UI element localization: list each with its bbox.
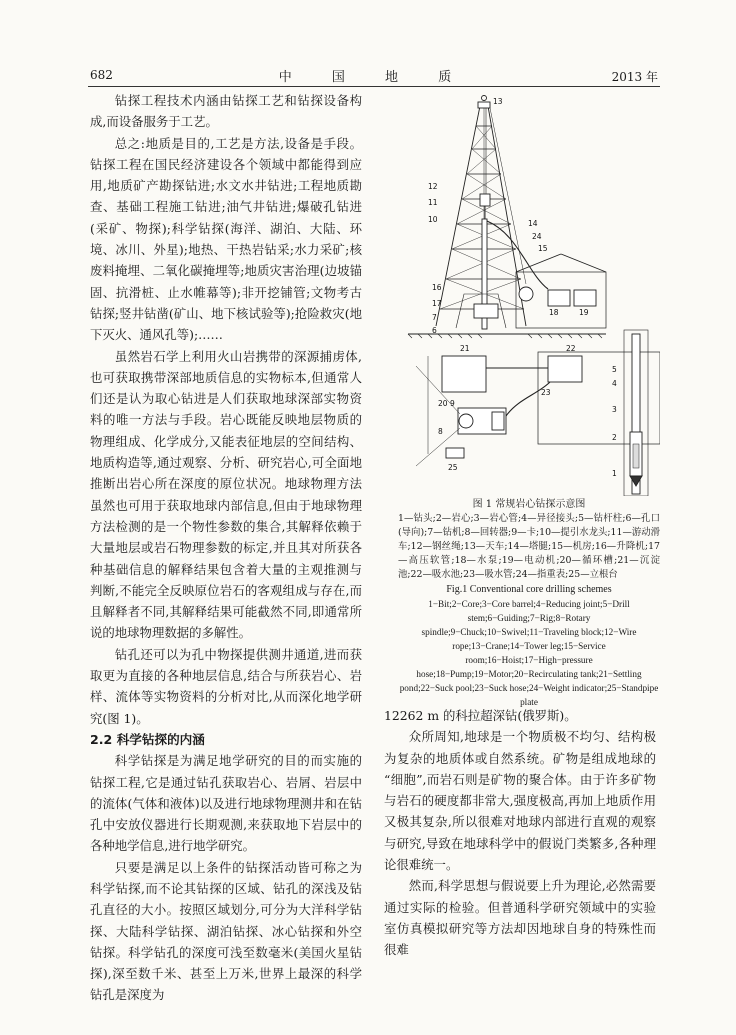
label-20: 20	[438, 399, 448, 408]
body-paragraph: 科学钻探是为满足地学研究的目的而实施的钻探工程,它是通过钻孔获取岩心、岩屑、岩层中的流体(气体和液体)以及进行地球物理测井和在钻孔中安放仪器进行长期观测,来获取地下岩层中的各种地学信息,进行地学研究。	[90, 753, 362, 854]
label-22: 22	[566, 344, 576, 353]
standpipe-plate	[446, 448, 464, 458]
body-paragraph: 12262 m 的科拉超深钻(俄罗斯)。	[384, 708, 577, 723]
traveling-block	[480, 194, 490, 206]
right-column	[384, 705, 656, 961]
label-5: 5	[612, 365, 617, 374]
caption-legend: 1—钻头;2—岩心;3—岩心管;4—异径接头;5—钻杆柱;6—孔口(导向);7—钻机;8—回转器;9—卡;10—提引水龙头;11—游动滑车;12—钢丝绳;13—天车;14—塔腿;15—机房;16—升降机;17—高压软管;18—水泵;19—电动机;20—循环槽;21—沉淀池;22—吸水池;23—吸水管;24—指重表;25—立根台	[398, 513, 660, 580]
label-9: 9	[450, 399, 455, 408]
drilling-rig-figure	[398, 94, 660, 496]
motor	[574, 290, 596, 306]
label-10: 10	[428, 215, 438, 224]
body-paragraph: 总之:地质是目的,工艺是方法,设备是手段。钻探工程在国民经济建设各个领域中都能得到应用,地质矿产勘探钻进;水文水井钻进;工程地质勘查、基础工程施工钻进;油气井钻进;爆破孔钻进(采矿、物探);科学钻探(海洋、湖泊、大陆、环境、冰川、外星);地热、干热岩钻采;水力采矿;核废料掩埋、二氧化碳掩埋等;地质灾害治理(边坡锚固、抗滑桩、止水帷幕等);非开挖铺管;文物考古钻探;竖井钻凿(矿山、地下核试验等);抢险救灾(地下灭火、通风孔等);……	[90, 135, 362, 343]
header-rule	[88, 86, 660, 87]
label-16: 16	[432, 283, 442, 292]
caption-title-english: Fig.1 Conventional core drilling schemes	[446, 584, 612, 595]
label-18: 18	[549, 308, 559, 317]
label-23: 23	[541, 388, 551, 397]
label-3: 3	[612, 405, 617, 414]
motor-plan	[492, 412, 504, 430]
body-paragraph: 然而,科学思想与假说要上升为理论,必然需要通过实际的检验。但普通科学研究领域中的实验室仿真模拟研究等方法却因地球自身的特殊性而很难	[384, 878, 656, 958]
body-paragraph: 钻探工程技术内涵由钻探工艺和钻探设备构成,而设备服务于工艺。	[90, 93, 362, 130]
label-13: 13	[493, 97, 503, 106]
label-15: 15	[538, 244, 548, 253]
running-header	[90, 66, 658, 86]
page-number: 682	[90, 68, 113, 82]
body-paragraph: 只要是满足以上条件的钻探活动皆可称之为科学钻探,而不论其钻探的区域、钻孔的深浅及钻孔直径的大小。按照区域划分,可分为大洋科学钻探、大陆科学钻探、湖泊钻探、冰心钻探和外空钻探。科学钻孔的深度可浅至数毫米(美国火星钻探),深至数千米、甚至上万米,世界上最深的科学钻孔是深度为	[90, 859, 362, 1003]
label-19: 19	[579, 308, 589, 317]
label-11: 11	[428, 198, 438, 207]
left-column	[90, 90, 362, 1006]
caption-legend-english: 1−Bit;2−Core;3−Core barrel;4−Reducing joint;5−Drill stem;6−Guiding;7−Rig;8−Rotary spindle;9−Chuck;10−Swivel;11−Traveling block;12−Wire rope;13−Crane;14−Tower leg;15−Service room;16−Hoist;17−High−pressure hose;18−Pump;19−Motor;20−Recirculating tank;21−Settling pond;22−Suck pool;23−Suck hose;24−Weight indicator;25−Standpipe plate	[399, 599, 659, 707]
section-heading: 2.2 科学钻探的内涵	[90, 731, 205, 747]
drilling-rig-diagram	[398, 94, 660, 496]
drill-rig	[474, 304, 498, 318]
label-4: 4	[612, 379, 617, 388]
body-paragraph: 钻孔还可以为孔中物探提供测井通道,进而获取更为直接的各种地层信息,结合与所获岩心、岩样、流体等实物资料的分析对比,从而深化地学研究(图 1)。	[90, 646, 362, 726]
label-17: 17	[432, 299, 442, 308]
body-paragraph: 众所周知,地球是一个物质极不均匀、结构极为复杂的地质体或自然系统。矿物是组成地球的 “细胞”,而岩石则是矿物的聚合体。由于许多矿物与岩石的硬度都非常大,强度极高,再加上地质作用又极其复杂,所以很难对地球内部进行直观的观察与研究,导致在地球科学中的假说门类繁多,各种理论很难统一。	[384, 729, 656, 873]
label-14: 14	[528, 219, 538, 228]
settling-pond	[442, 356, 486, 392]
label-12: 12	[428, 182, 438, 191]
ground-hatching	[408, 334, 602, 338]
core-sample	[633, 444, 639, 468]
label-2: 2	[612, 433, 617, 442]
crane-pulley	[482, 96, 487, 101]
label-24: 24	[532, 232, 542, 241]
tower-leg-left	[436, 106, 480, 326]
rotary-spindle-plan	[459, 414, 473, 428]
label-8: 8	[438, 427, 443, 436]
figure-caption	[398, 498, 660, 709]
label-21: 21	[460, 344, 470, 353]
label-1: 1	[612, 469, 617, 478]
hoist-drum	[519, 287, 533, 301]
service-room-roof-right	[561, 254, 606, 272]
publication-year: 2013 年	[611, 70, 658, 84]
label-6: 6	[432, 326, 437, 335]
label-25: 25	[448, 463, 458, 472]
suck-pool	[548, 356, 582, 382]
journal-title: 中 国 地 质	[278, 70, 470, 85]
pump	[548, 290, 570, 306]
crane-block	[478, 102, 490, 108]
body-paragraph: 虽然岩石学上利用火山岩携带的深源捕虏体,也可获取携带深部地质信息的实物标本,但通常人们还是认为取心钻进是人们获取地球深部实物资料的唯一方法与手段。岩心既能反映地层物质的物理组成、化学成分,又能表征地层的空间结构、地质构造等,通过观察、分析、研究岩心,可全面地推断出岩心所在深度的原位状况。地球物理方法虽然也可用于获取地球内部信息,但由于地球物理方法检测的是一个物性参数的集合,其解释依赖于大量地层或岩石物理参数的标定,并且其对所获各种基础信息的解释结果包含着大量的主观推测与判断,不能完全反映原位岩石的客观组成与存在,而且解释者不同,其解释结果可能截然不同,即通常所说的地球物理数据的多解性。	[90, 348, 362, 641]
label-7: 7	[432, 313, 437, 322]
caption-title: 图 1 常规岩心钻探示意图	[472, 499, 586, 510]
